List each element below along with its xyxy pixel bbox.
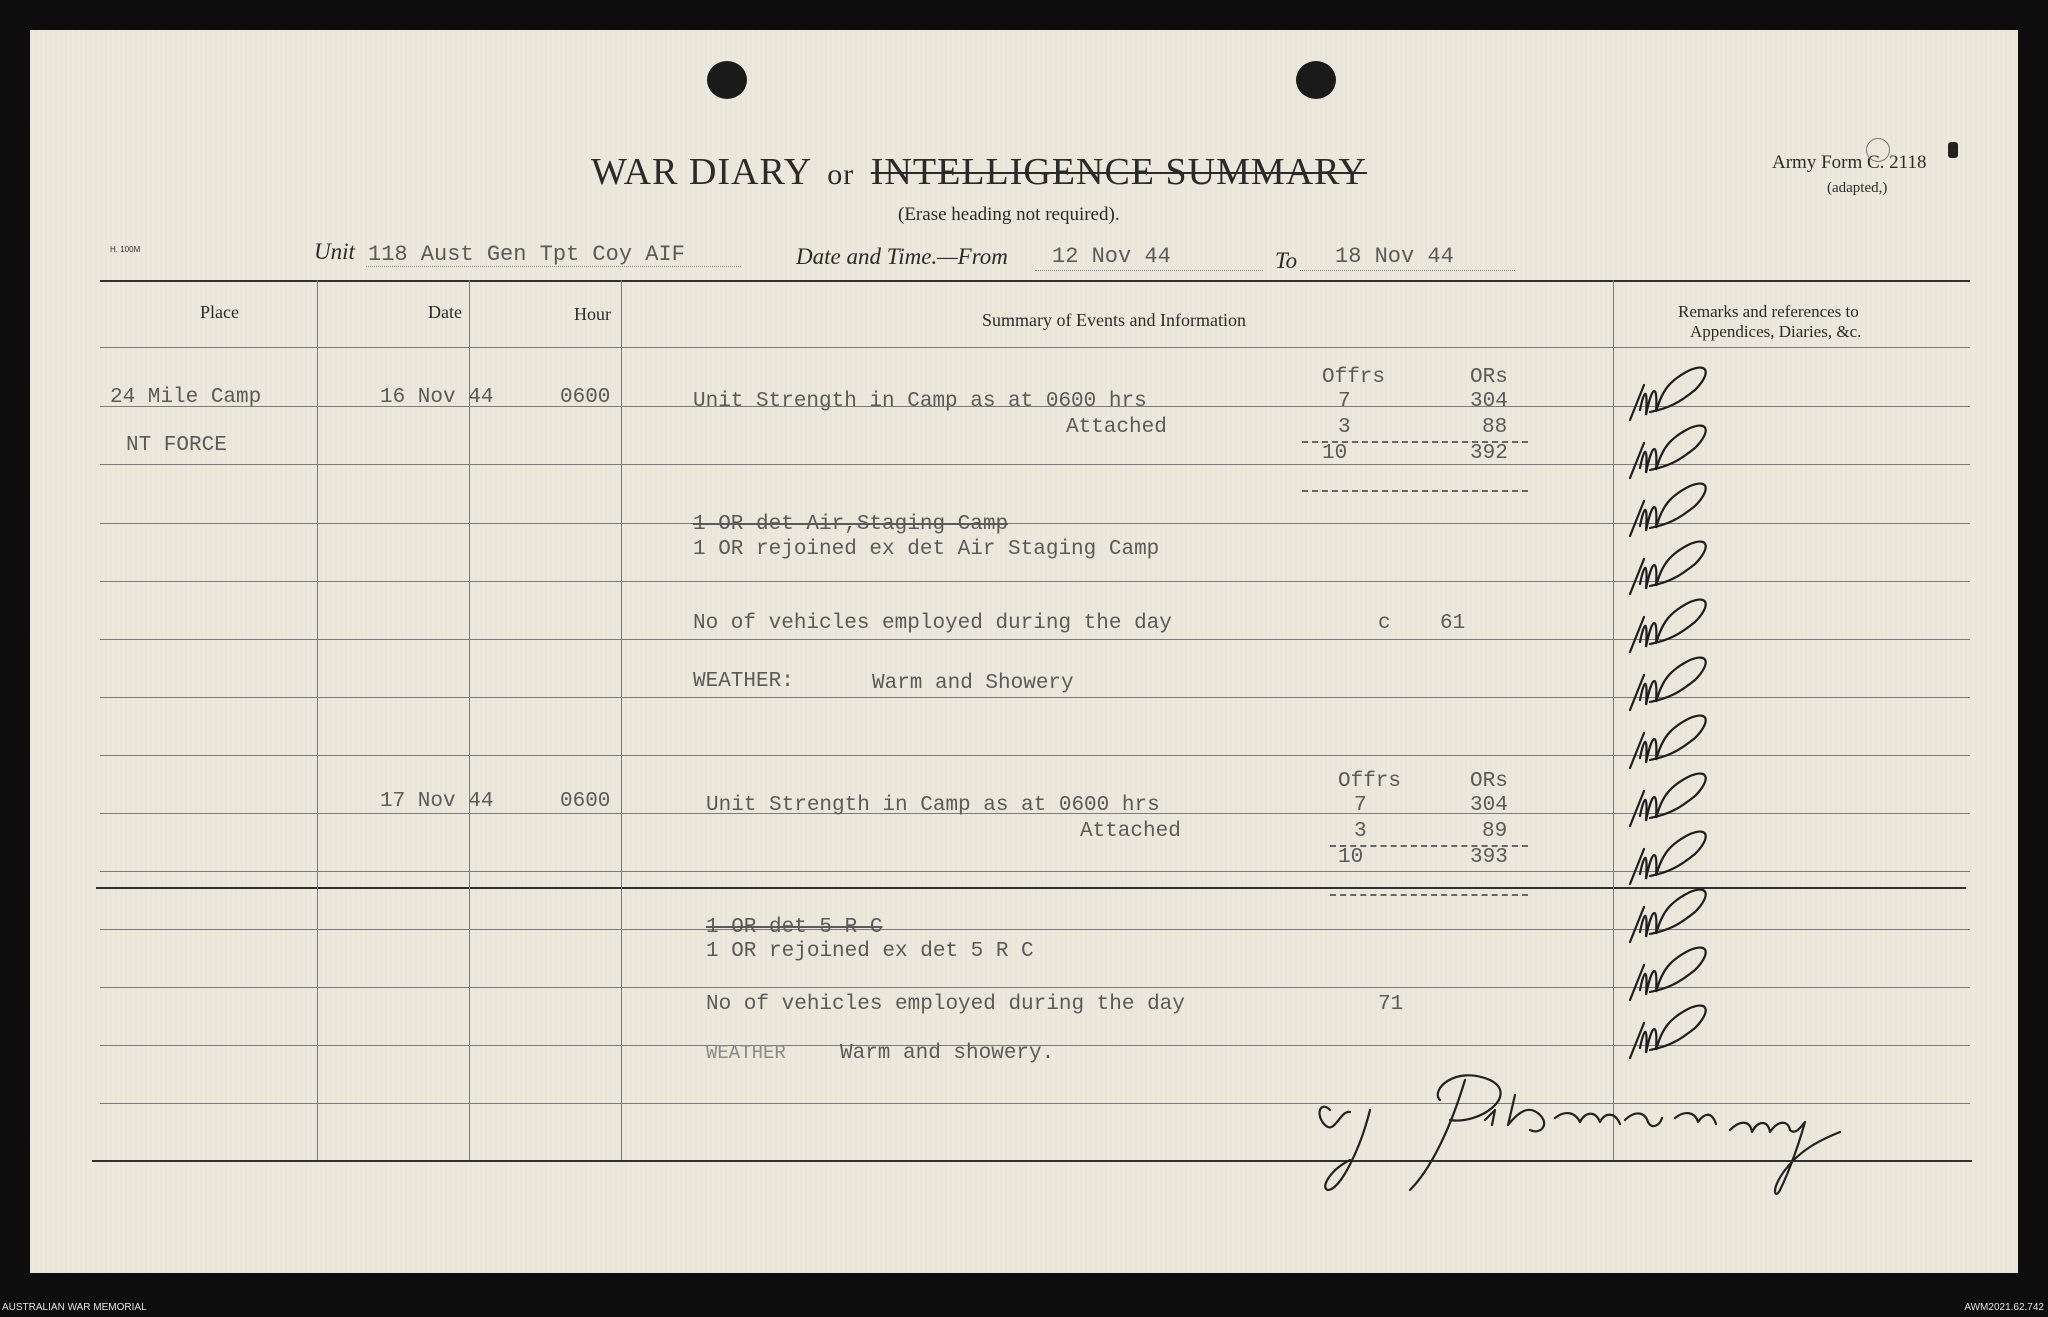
column-line-hour <box>621 280 622 1160</box>
footer-right: AWM2021.62.742 <box>1964 1302 2044 1313</box>
header-hour: Hour <box>574 304 611 324</box>
army-form-adapted: (adapted,) <box>1827 180 1888 196</box>
diary-page <box>30 30 2018 1273</box>
date-time-label: Date and Time.—From <box>796 244 1008 269</box>
entry1-vehicles-text: No of vehicles employed during the day <box>693 612 1172 635</box>
erase-note: (Erase heading not required). <box>898 204 1120 225</box>
header-remarks-2: Appendices, Diaries, &c. <box>1690 322 1862 341</box>
entry1-strength-text: Unit Strength in Camp as at 0600 hrs <box>693 390 1147 413</box>
header-summary: Summary of Events and Information <box>982 310 1246 330</box>
entry2-attached-ors: 89 <box>1482 820 1508 843</box>
remarks-initials <box>1610 360 1740 1080</box>
column-line-date <box>469 280 470 1160</box>
from-date: 12 Nov 44 <box>1052 244 1171 269</box>
entry1-strength-offrs: 7 <box>1338 390 1351 413</box>
entry2-ors-head: ORs <box>1470 770 1508 793</box>
entry1-weather-value: Warm and Showery <box>872 672 1074 695</box>
punch-hole <box>707 61 747 99</box>
form-title <box>591 150 1367 194</box>
entry2-attached-offrs: 3 <box>1354 820 1367 843</box>
entry2-attached-text: Attached <box>1080 820 1181 843</box>
entry1-total-ors: 392 <box>1470 442 1508 465</box>
header-remarks-1: Remarks and references to <box>1678 302 1859 321</box>
form-code: H. 100M <box>110 245 141 254</box>
entry1-attached-ors: 88 <box>1482 416 1508 439</box>
entry1-place-2: NT FORCE <box>126 434 227 457</box>
punch-hole <box>1296 61 1336 99</box>
entry2-vehicles-text: No of vehicles employed during the day <box>706 993 1185 1016</box>
unit-label: Unit <box>314 239 355 264</box>
entry2-strength-ors: 304 <box>1470 794 1508 817</box>
entry1-date: 16 Nov 44 <box>380 386 494 409</box>
entry1-place-1: 24 Mile Camp <box>110 386 262 409</box>
entry1-total-line <box>1302 490 1528 492</box>
to-date: 18 Nov 44 <box>1335 244 1454 269</box>
entry1-ors-head: ORs <box>1470 366 1508 389</box>
entry2-hour: 0600 <box>560 790 611 813</box>
entry2-weather-label: WEATHER <box>706 1042 786 1064</box>
entry1-weather-label: WEATHER: <box>693 670 794 693</box>
entry2-strength-text: Unit Strength in Camp as at 0600 hrs <box>706 794 1160 817</box>
entry1-attached-text: Attached <box>1066 416 1167 439</box>
to-label: To <box>1275 248 1298 273</box>
entry1-vehicles-mark: c <box>1378 612 1391 635</box>
header-date: Date <box>428 302 462 322</box>
army-form-number: Army Form C. 2118 <box>1772 152 1927 173</box>
entry2-strength-offrs: 7 <box>1354 794 1367 817</box>
entry1-hour: 0600 <box>560 386 611 409</box>
to-underline <box>1300 270 1515 271</box>
stamp-mark <box>1866 138 1890 162</box>
title-or: or <box>827 158 855 191</box>
officer-signature <box>1280 1040 1860 1230</box>
entry1-strength-ors: 304 <box>1470 390 1508 413</box>
table-top-rule <box>100 280 1970 282</box>
column-line-place <box>317 280 318 1160</box>
entry1-offrs-head: Offrs <box>1322 366 1386 389</box>
ink-mark <box>1948 142 1958 158</box>
entry2-offrs-head: Offrs <box>1338 770 1402 793</box>
unit-underline <box>366 266 741 267</box>
entry2-weather-value: Warm and showery. <box>840 1042 1055 1065</box>
entry2-date: 17 Nov 44 <box>380 790 494 813</box>
entry2-det-text: 1 OR det 5 R C <box>706 916 883 939</box>
entry1-rejoined-text: 1 OR rejoined ex det Air Staging Camp <box>693 538 1160 561</box>
from-underline <box>1035 270 1263 271</box>
entry1-det-text: 1 OR det Air,Staging Camp <box>693 513 1009 536</box>
entry2-total-ors: 393 <box>1470 846 1508 869</box>
footer-left: AUSTRALIAN WAR MEMORIAL <box>2 1302 147 1313</box>
entry1-vehicles-value: 61 <box>1440 612 1466 635</box>
unit-value: 118 Aust Gen Tpt Coy AIF <box>368 242 685 267</box>
entry1-total-offrs: 10 <box>1322 442 1348 465</box>
entry1-attached-offrs: 3 <box>1338 416 1351 439</box>
entry2-rejoined-text: 1 OR rejoined ex det 5 R C <box>706 940 1034 963</box>
ruled-line <box>100 347 1970 348</box>
entry2-total-offrs: 10 <box>1338 846 1364 869</box>
header-place: Place <box>200 302 239 322</box>
title-war-diary: WAR DIARY <box>591 151 811 193</box>
entry2-total-line <box>1330 894 1528 896</box>
title-intelligence-summary: INTELLIGENCE SUMMARY <box>870 151 1367 193</box>
entry2-vehicles-value: 71 <box>1378 993 1404 1016</box>
